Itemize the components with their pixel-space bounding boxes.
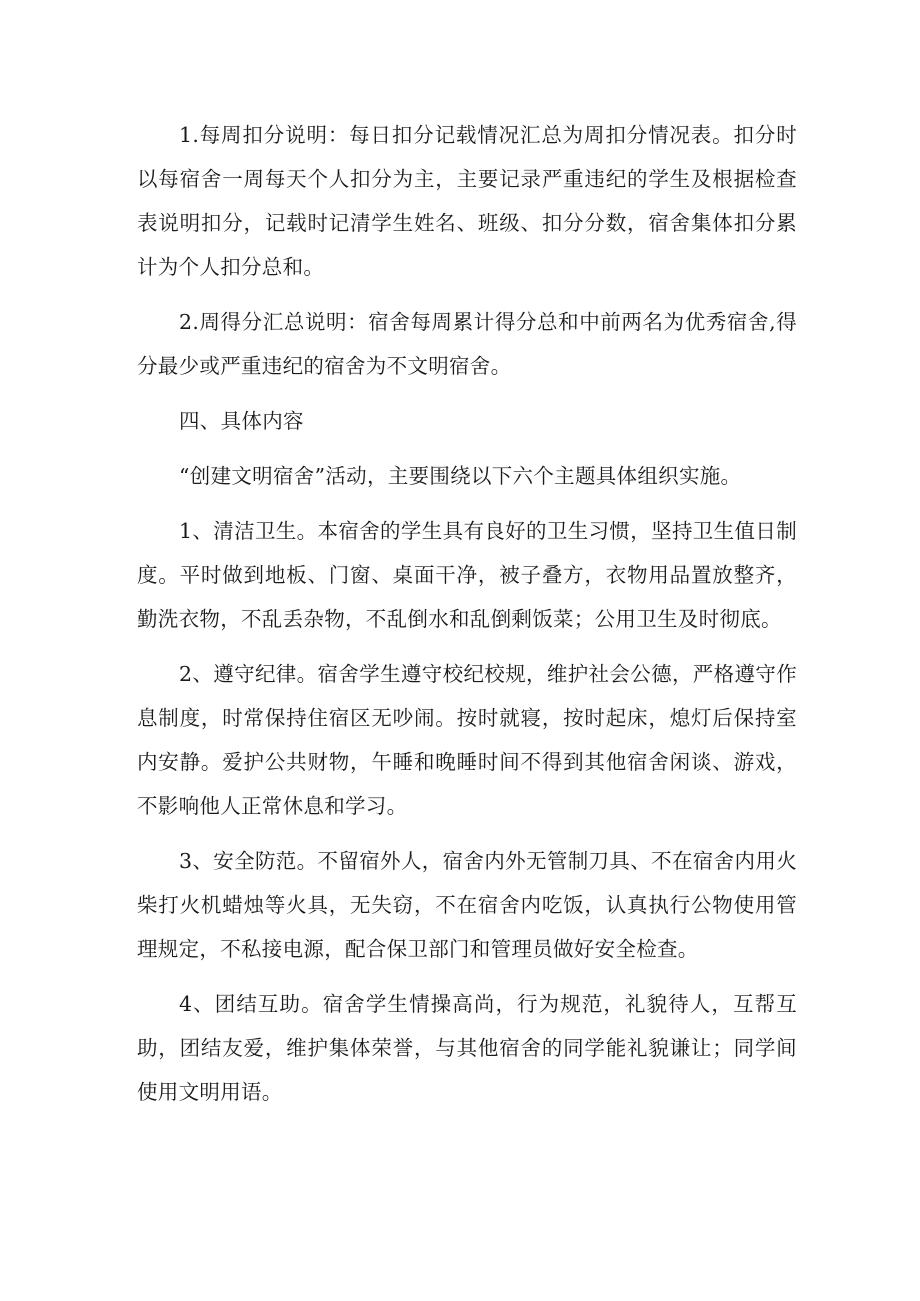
paragraph-unity: 4、团结互助。宿舍学生情操高尚，行为规范，礼貌待人，互帮互助，团结友爱，维护集体荣誉，与其他宿舍的同学能礼貌谦让；同学间使用文明用语。 bbox=[137, 992, 797, 1104]
section-heading-specific-content: 四、具体内容 bbox=[179, 409, 304, 433]
paragraph-weekly-score-summary: 2.周得分汇总说明：宿舍每周累计得分总和中前两名为优秀宿舍,得分最少或严重违纪的宿舍为不文明宿舍。 bbox=[137, 310, 797, 378]
paragraph-activity-intro: “创建文明宿舍”活动，主要围绕以下六个主题具体组织实施。 bbox=[179, 464, 742, 488]
paragraph-cleanliness: 1、清洁卫生。本宿舍的学生具有良好的卫生习惯，坚持卫生值日制度。平时做到地板、门窗、桌面干净，被子叠方，衣物用品置放整齐，勤洗衣物，不乱丢杂物，不乱倒水和乱倒剩饭菜；公用卫生及时彻底。 bbox=[137, 519, 797, 631]
paragraph-discipline: 2、遵守纪律。宿舍学生遵守校纪校规，维护社会公德，严格遵守作息制度，时常保持住宿区无吵闹。按时就寝，按时起床，熄灯后保持室内安静。爱护公共财物，午睡和晚睡时间不得到其他宿舍闲谈、游戏，不影响他人正常休息和学习。 bbox=[137, 662, 797, 818]
document-body bbox=[137, 113, 797, 1125]
paragraph-weekly-deduction: 1.每周扣分说明：每日扣分记载情况汇总为周扣分情况表。扣分时以每宿舍一周每天个人扣分为主，主要记录严重违纪的学生及根据检查表说明扣分，记载时记清学生姓名、班级、扣分分数，宿舍集体扣分累计为个人扣分总和。 bbox=[137, 123, 797, 279]
paragraph-safety: 3、安全防范。不留宿外人，宿舍内外无管制刀具、不在宿舍内用火柴打火机蜡烛等火具，无失窃，不在宿舍内吃饭，认真执行公物使用管理规定，不私接电源，配合保卫部门和管理员做好安全检查。 bbox=[137, 849, 797, 961]
